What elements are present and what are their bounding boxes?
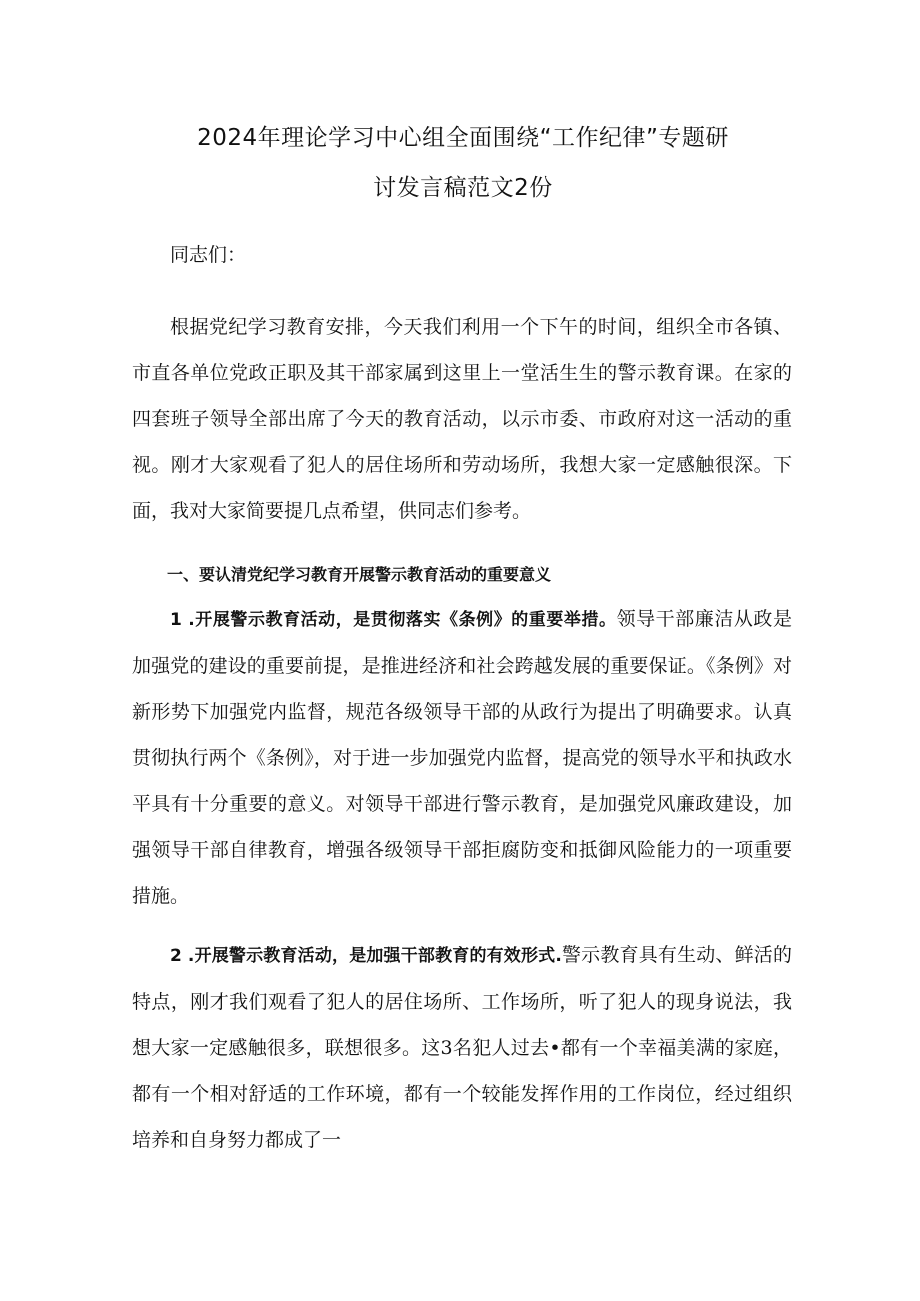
- paragraph-item-1: [132, 596, 792, 919]
- paragraph-item-2: [132, 932, 792, 1163]
- title-line-1: 2024年理论学习中心组全面围绕“工作纪律”专题研: [197, 125, 729, 151]
- paragraph-intro: 根据党纪学习教育安排，今天我们利用一个下午的时间，组织全市各镇、市直各单位党政正职及其干部家属到这里上一堂活生生的警示教育课。在家的四套班子领导全部出席了今天的教育活动，以示市委、市政府对这一活动的重视。刚才大家观看了犯人的居住场所和劳动场所，我想大家一定感触很深。下面，我对大家简要提几点希望，供同志们参考。: [132, 316, 792, 522]
- greeting: 同志们：: [170, 244, 247, 266]
- document-title: [118, 113, 808, 213]
- section-heading-1: 一、要认清党纪学习教育开展警示教育活动的重要意义: [167, 565, 552, 584]
- item-2-text: 警示教育具有生动、鲜活的特点，刚才我们观看了犯人的居住场所、工作场所，听了犯人的现身说法，我想大家一定感触很多，联想很多。这3名犯人过去•都有一个幸福美满的家庭，都有一个相对舒适的工作环境，都有一个较能发挥作用的工作岗位，经过组织培养和自身努力都成了一: [132, 944, 792, 1151]
- item-1-text: 领导干部廉洁从政是加强党的建设的重要前提，是推进经济和社会跨越发展的重要保证。《条例》对新形势下加强党内监督，规范各级领导干部的从政行为提出了明确要求。认真贯彻执行两个《条例》，对于进一步加强党内监督，提高党的领导水平和执政水平具有十分重要的意义。对领导干部进行警示教育，是加强党风廉政建设，加强领导干部自律教育，增强各级领导干部拒腐防变和抵御风险能力的一项重要措施。: [132, 608, 792, 907]
- title-line-2: 讨发言稿范文2份: [373, 175, 553, 201]
- item-1-lead: 1 .开展警示教育活动，是贯彻落实《条例》的重要举措。: [170, 610, 617, 630]
- item-2-lead: 2 .开展警示教育活动，是加强干部教育的有效形式.: [170, 946, 562, 966]
